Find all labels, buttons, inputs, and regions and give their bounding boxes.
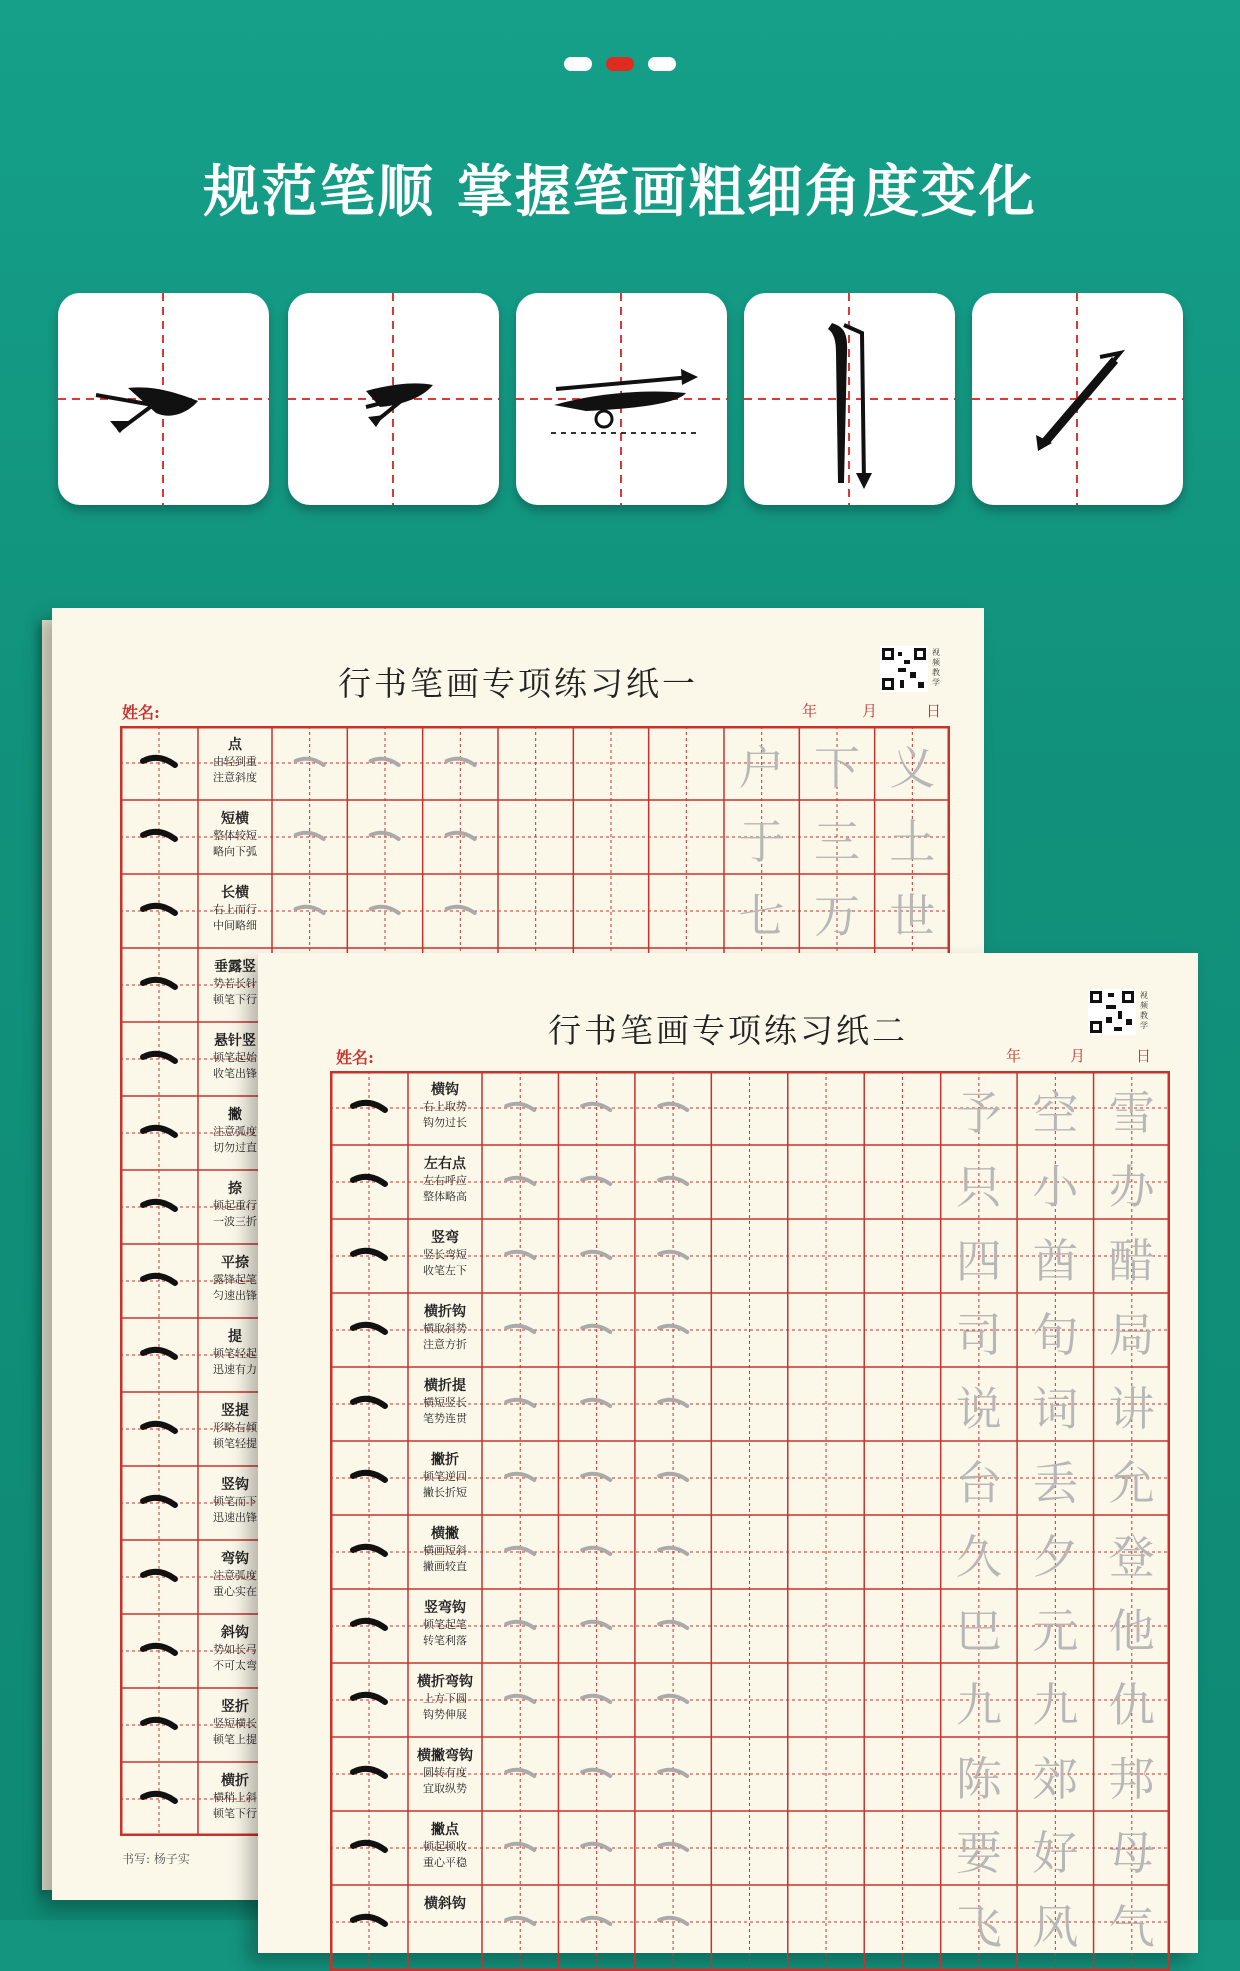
stroke-name: 平捺 [221, 1255, 249, 1271]
sample-character: 允 [1108, 1456, 1155, 1510]
trace-stroke [635, 1219, 711, 1293]
name-label: 姓名: [336, 1048, 374, 1067]
stroke-demo-icon [120, 1540, 198, 1614]
sample-character: 下 [814, 741, 860, 795]
trace-stroke [423, 800, 498, 874]
stroke-name: 竖弯 [431, 1230, 459, 1246]
stroke-note: 竖长弯短 收笔左下 [423, 1248, 467, 1277]
short-horizontal-stroke-icon [288, 293, 499, 505]
stroke-name: 点 [228, 737, 242, 753]
sample-character: 小 [1032, 1160, 1079, 1214]
sample-character: 予 [955, 1086, 1002, 1140]
trace-stroke [558, 1885, 634, 1959]
stroke-note: 顿起重行 一波三折 [213, 1199, 257, 1228]
stroke-name: 横折弯钩 [417, 1674, 473, 1690]
trace-stroke [558, 1219, 634, 1293]
stroke-name: 垂露竖 [214, 959, 256, 975]
sample-character: 旬 [1032, 1308, 1079, 1362]
vertical-stroke-icon [744, 293, 955, 505]
trace-stroke [558, 1663, 634, 1737]
stroke-name: 横斜钩 [424, 1896, 466, 1912]
trace-stroke [482, 1367, 558, 1441]
sheet-title: 行书笔画专项练习纸二 [548, 1011, 908, 1050]
sample-character: 空 [1032, 1086, 1079, 1140]
stroke-demo-icon [120, 1096, 198, 1170]
stroke-demo-icon [120, 1170, 198, 1244]
month-label: 月 [1070, 1047, 1086, 1065]
sample-character: 好 [1032, 1826, 1079, 1880]
pager-dot-active[interactable] [606, 57, 634, 71]
stroke-note: 竖短横长 顿笔上提 [213, 1717, 257, 1746]
stroke-card-long-horizontal [516, 293, 727, 505]
sample-character: 台 [955, 1456, 1002, 1510]
stroke-name: 横折钩 [424, 1304, 466, 1320]
trace-stroke [482, 1737, 558, 1811]
sample-character: 于 [738, 815, 785, 869]
stroke-demo-icon [120, 1614, 198, 1688]
stroke-note: 整体较短 略向下弧 [213, 829, 257, 858]
stroke-demo-icon [330, 1737, 408, 1811]
carousel-pager [0, 57, 1240, 73]
sheet-title: 行书笔画专项练习纸一 [338, 664, 698, 703]
sample-character: 只 [955, 1160, 1002, 1214]
sample-character: 四 [955, 1234, 1002, 1288]
rising-stroke-icon [972, 293, 1183, 505]
sample-character: 说 [955, 1382, 1002, 1436]
trace-stroke [558, 1071, 634, 1145]
trace-stroke [482, 1071, 558, 1145]
stroke-note: 注意弧度 切勿过直 [213, 1125, 257, 1154]
stroke-name: 撇折 [431, 1452, 459, 1468]
stroke-name: 横撇弯钩 [417, 1748, 473, 1764]
sample-character: 世 [889, 889, 936, 943]
qr-caption: 视频教学 [932, 648, 940, 687]
sample-character: 久 [955, 1530, 1002, 1584]
trace-stroke [482, 1293, 558, 1367]
stroke-demo-icon [330, 1811, 408, 1885]
sample-character: 他 [1108, 1604, 1155, 1658]
trace-stroke [558, 1367, 634, 1441]
stroke-demo-icon [330, 1219, 408, 1293]
trace-stroke [635, 1589, 711, 1663]
stroke-note: 横稍上斜 顿笔下行 [213, 1791, 257, 1820]
sample-character: 局 [1108, 1308, 1155, 1362]
stroke-name: 提 [228, 1329, 242, 1345]
stroke-note: 横取斜势 注意方折 [423, 1322, 467, 1351]
practice-grid [330, 1071, 1170, 1971]
stroke-note: 注意弧度 重心实在 [213, 1569, 257, 1598]
pager-dot[interactable] [564, 57, 592, 71]
stroke-card-vertical [744, 293, 955, 505]
pager-dot[interactable] [648, 57, 676, 71]
stroke-demo-icon [330, 1367, 408, 1441]
stroke-note: 露锋起笔 匀速出锋 [213, 1273, 257, 1302]
trace-stroke [482, 1219, 558, 1293]
stroke-name: 横折 [221, 1773, 249, 1789]
sample-character: 巴 [955, 1604, 1002, 1658]
trace-stroke [272, 874, 347, 948]
stroke-name: 横折提 [424, 1378, 466, 1394]
sample-character: 讲 [1108, 1382, 1155, 1436]
stroke-name: 斜钩 [221, 1625, 249, 1641]
trace-stroke [347, 800, 422, 874]
trace-stroke [482, 1589, 558, 1663]
stroke-name: 左右点 [424, 1156, 466, 1172]
trace-stroke [635, 1885, 711, 1959]
sample-character: 母 [1108, 1826, 1155, 1880]
stroke-demo-icon [120, 1318, 198, 1392]
qr-caption: 视频教学 [1140, 991, 1148, 1030]
stroke-name: 悬针竖 [214, 1033, 256, 1049]
stroke-name: 短横 [221, 811, 249, 827]
stroke-name: 撇 [228, 1107, 242, 1123]
stroke-name: 捺 [228, 1181, 242, 1197]
stroke-note: 顿笔轻起 迅速有力 [213, 1347, 257, 1376]
stroke-name: 撇点 [431, 1822, 459, 1838]
trace-stroke [635, 1145, 711, 1219]
name-label: 姓名: [122, 703, 160, 722]
stroke-demo-icon [330, 1441, 408, 1515]
stroke-name: 长横 [221, 885, 249, 901]
dot-stroke-icon [58, 293, 269, 505]
sample-character: 词 [1032, 1382, 1079, 1436]
stroke-name: 竖折 [221, 1699, 249, 1715]
sample-character: 司 [955, 1308, 1002, 1362]
sample-character: 雪 [1108, 1086, 1155, 1140]
day-label: 日 [1136, 1047, 1152, 1065]
stroke-demo-icon [120, 874, 198, 948]
stroke-name: 横钩 [431, 1082, 459, 1098]
trace-stroke [272, 726, 347, 800]
stroke-demo-icon [120, 1762, 198, 1836]
practice-sheet-two [258, 953, 1198, 1953]
sample-character: 土 [889, 815, 936, 869]
stroke-demo-icon [120, 800, 198, 874]
qr-code-icon [880, 646, 928, 692]
trace-stroke [558, 1145, 634, 1219]
stroke-name: 横撇 [431, 1526, 459, 1542]
trace-stroke [635, 1367, 711, 1441]
stroke-demo-icon [330, 1145, 408, 1219]
sample-character: 酋 [1032, 1234, 1079, 1288]
stroke-note: 顿起顿收 重心平稳 [423, 1840, 467, 1869]
sample-character: 义 [889, 741, 936, 795]
stroke-note: 上方下圆 钩势伸展 [423, 1692, 467, 1721]
trace-stroke [482, 1663, 558, 1737]
sample-character: 七 [738, 889, 785, 943]
stroke-card-rising [972, 293, 1183, 505]
sample-character: 气 [1108, 1900, 1155, 1954]
stroke-note: 左右呼应 整体略高 [423, 1174, 467, 1203]
stroke-note: 圆转有度 宜取纵势 [423, 1766, 467, 1795]
trace-stroke [482, 1441, 558, 1515]
stroke-note: 势若长针 顿笔下行 [213, 977, 257, 1006]
sample-character: 郊 [1032, 1752, 1079, 1806]
headline: 规范笔顺 掌握笔画粗细角度变化 [203, 160, 1037, 225]
trace-stroke [423, 726, 498, 800]
stroke-demo-icon [120, 1244, 198, 1318]
sample-character: 九 [955, 1678, 1002, 1732]
trace-stroke [482, 1515, 558, 1589]
sample-character: 丢 [1032, 1456, 1079, 1510]
stroke-note: 右上取势 钩勿过长 [423, 1100, 467, 1129]
stroke-note: 顿笔逆回 撇长折短 [423, 1470, 467, 1499]
trace-stroke [635, 1515, 711, 1589]
trace-stroke [558, 1737, 634, 1811]
stroke-demo-icon [330, 1515, 408, 1589]
stroke-note: 顿笔起笔 转笔利落 [423, 1618, 467, 1647]
stroke-demo-icon [120, 1022, 198, 1096]
stroke-card-row [58, 293, 1184, 505]
calligrapher-credit: 书写: 杨子实 [122, 1852, 190, 1866]
stroke-note: 顿笔起始 收笔出锋 [213, 1051, 257, 1080]
sample-character: 要 [955, 1826, 1002, 1880]
stroke-name: 竖弯钩 [424, 1600, 466, 1616]
trace-stroke [347, 726, 422, 800]
stroke-name: 弯钩 [221, 1551, 249, 1567]
sample-character: 户 [738, 741, 785, 795]
day-label: 日 [926, 702, 942, 720]
stroke-note: 右上而行 中间略细 [213, 903, 257, 932]
trace-stroke [635, 1293, 711, 1367]
trace-stroke [558, 1589, 634, 1663]
stroke-note: 形略右倾 顿笔轻提 [213, 1421, 257, 1450]
stroke-demo-icon [330, 1293, 408, 1367]
stroke-demo-icon [120, 1392, 198, 1466]
trace-stroke [635, 1737, 711, 1811]
sample-character: 万 [814, 889, 860, 943]
sample-character: 醋 [1108, 1234, 1155, 1288]
sample-character: 办 [1108, 1160, 1155, 1214]
trace-stroke [558, 1515, 634, 1589]
sample-character: 仇 [1108, 1678, 1155, 1732]
sample-character: 三 [814, 815, 860, 869]
trace-stroke [558, 1811, 634, 1885]
trace-stroke [482, 1885, 558, 1959]
stroke-name: 竖提 [221, 1403, 249, 1419]
trace-stroke [482, 1811, 558, 1885]
sample-character: 陈 [955, 1752, 1002, 1806]
trace-stroke [635, 1071, 711, 1145]
stroke-demo-icon [120, 948, 198, 1022]
qr-code-icon [1088, 989, 1136, 1035]
month-label: 月 [862, 702, 878, 720]
sample-character: 登 [1108, 1530, 1155, 1584]
trace-stroke [558, 1441, 634, 1515]
sample-character: 元 [1032, 1604, 1079, 1658]
trace-stroke [482, 1145, 558, 1219]
stroke-card-dot [58, 293, 269, 505]
trace-stroke [423, 874, 498, 948]
sample-character: 夕 [1032, 1530, 1079, 1584]
stroke-note: 顿笔而下 迅速出锋 [213, 1495, 257, 1524]
sample-character: 九 [1032, 1678, 1079, 1732]
stroke-demo-icon [120, 1688, 198, 1762]
stroke-demo-icon [330, 1071, 408, 1145]
stroke-demo-icon [120, 726, 198, 800]
trace-stroke [272, 800, 347, 874]
sample-character: 飞 [955, 1900, 1002, 1954]
long-horizontal-stroke-icon [516, 293, 727, 505]
year-label: 年 [1006, 1047, 1022, 1065]
stroke-card-short-horizontal [288, 293, 499, 505]
stroke-demo-icon [330, 1589, 408, 1663]
sample-character: 邦 [1108, 1752, 1155, 1806]
stroke-name: 竖钩 [221, 1477, 249, 1493]
stroke-demo-icon [330, 1885, 408, 1959]
trace-stroke [347, 874, 422, 948]
year-label: 年 [802, 702, 818, 720]
stroke-note: 由轻到重 注意斜度 [213, 755, 257, 784]
sample-character: 风 [1032, 1900, 1079, 1954]
stroke-note: 横画短斜 撇画较直 [423, 1544, 467, 1573]
stroke-demo-icon [120, 1466, 198, 1540]
trace-stroke [558, 1293, 634, 1367]
trace-stroke [635, 1441, 711, 1515]
stroke-note: 势如长弓 不可太弯 [213, 1643, 257, 1672]
stroke-demo-icon [330, 1663, 408, 1737]
trace-stroke [635, 1811, 711, 1885]
stroke-note: 横短竖长 笔势连贯 [423, 1396, 467, 1425]
trace-stroke [635, 1663, 711, 1737]
